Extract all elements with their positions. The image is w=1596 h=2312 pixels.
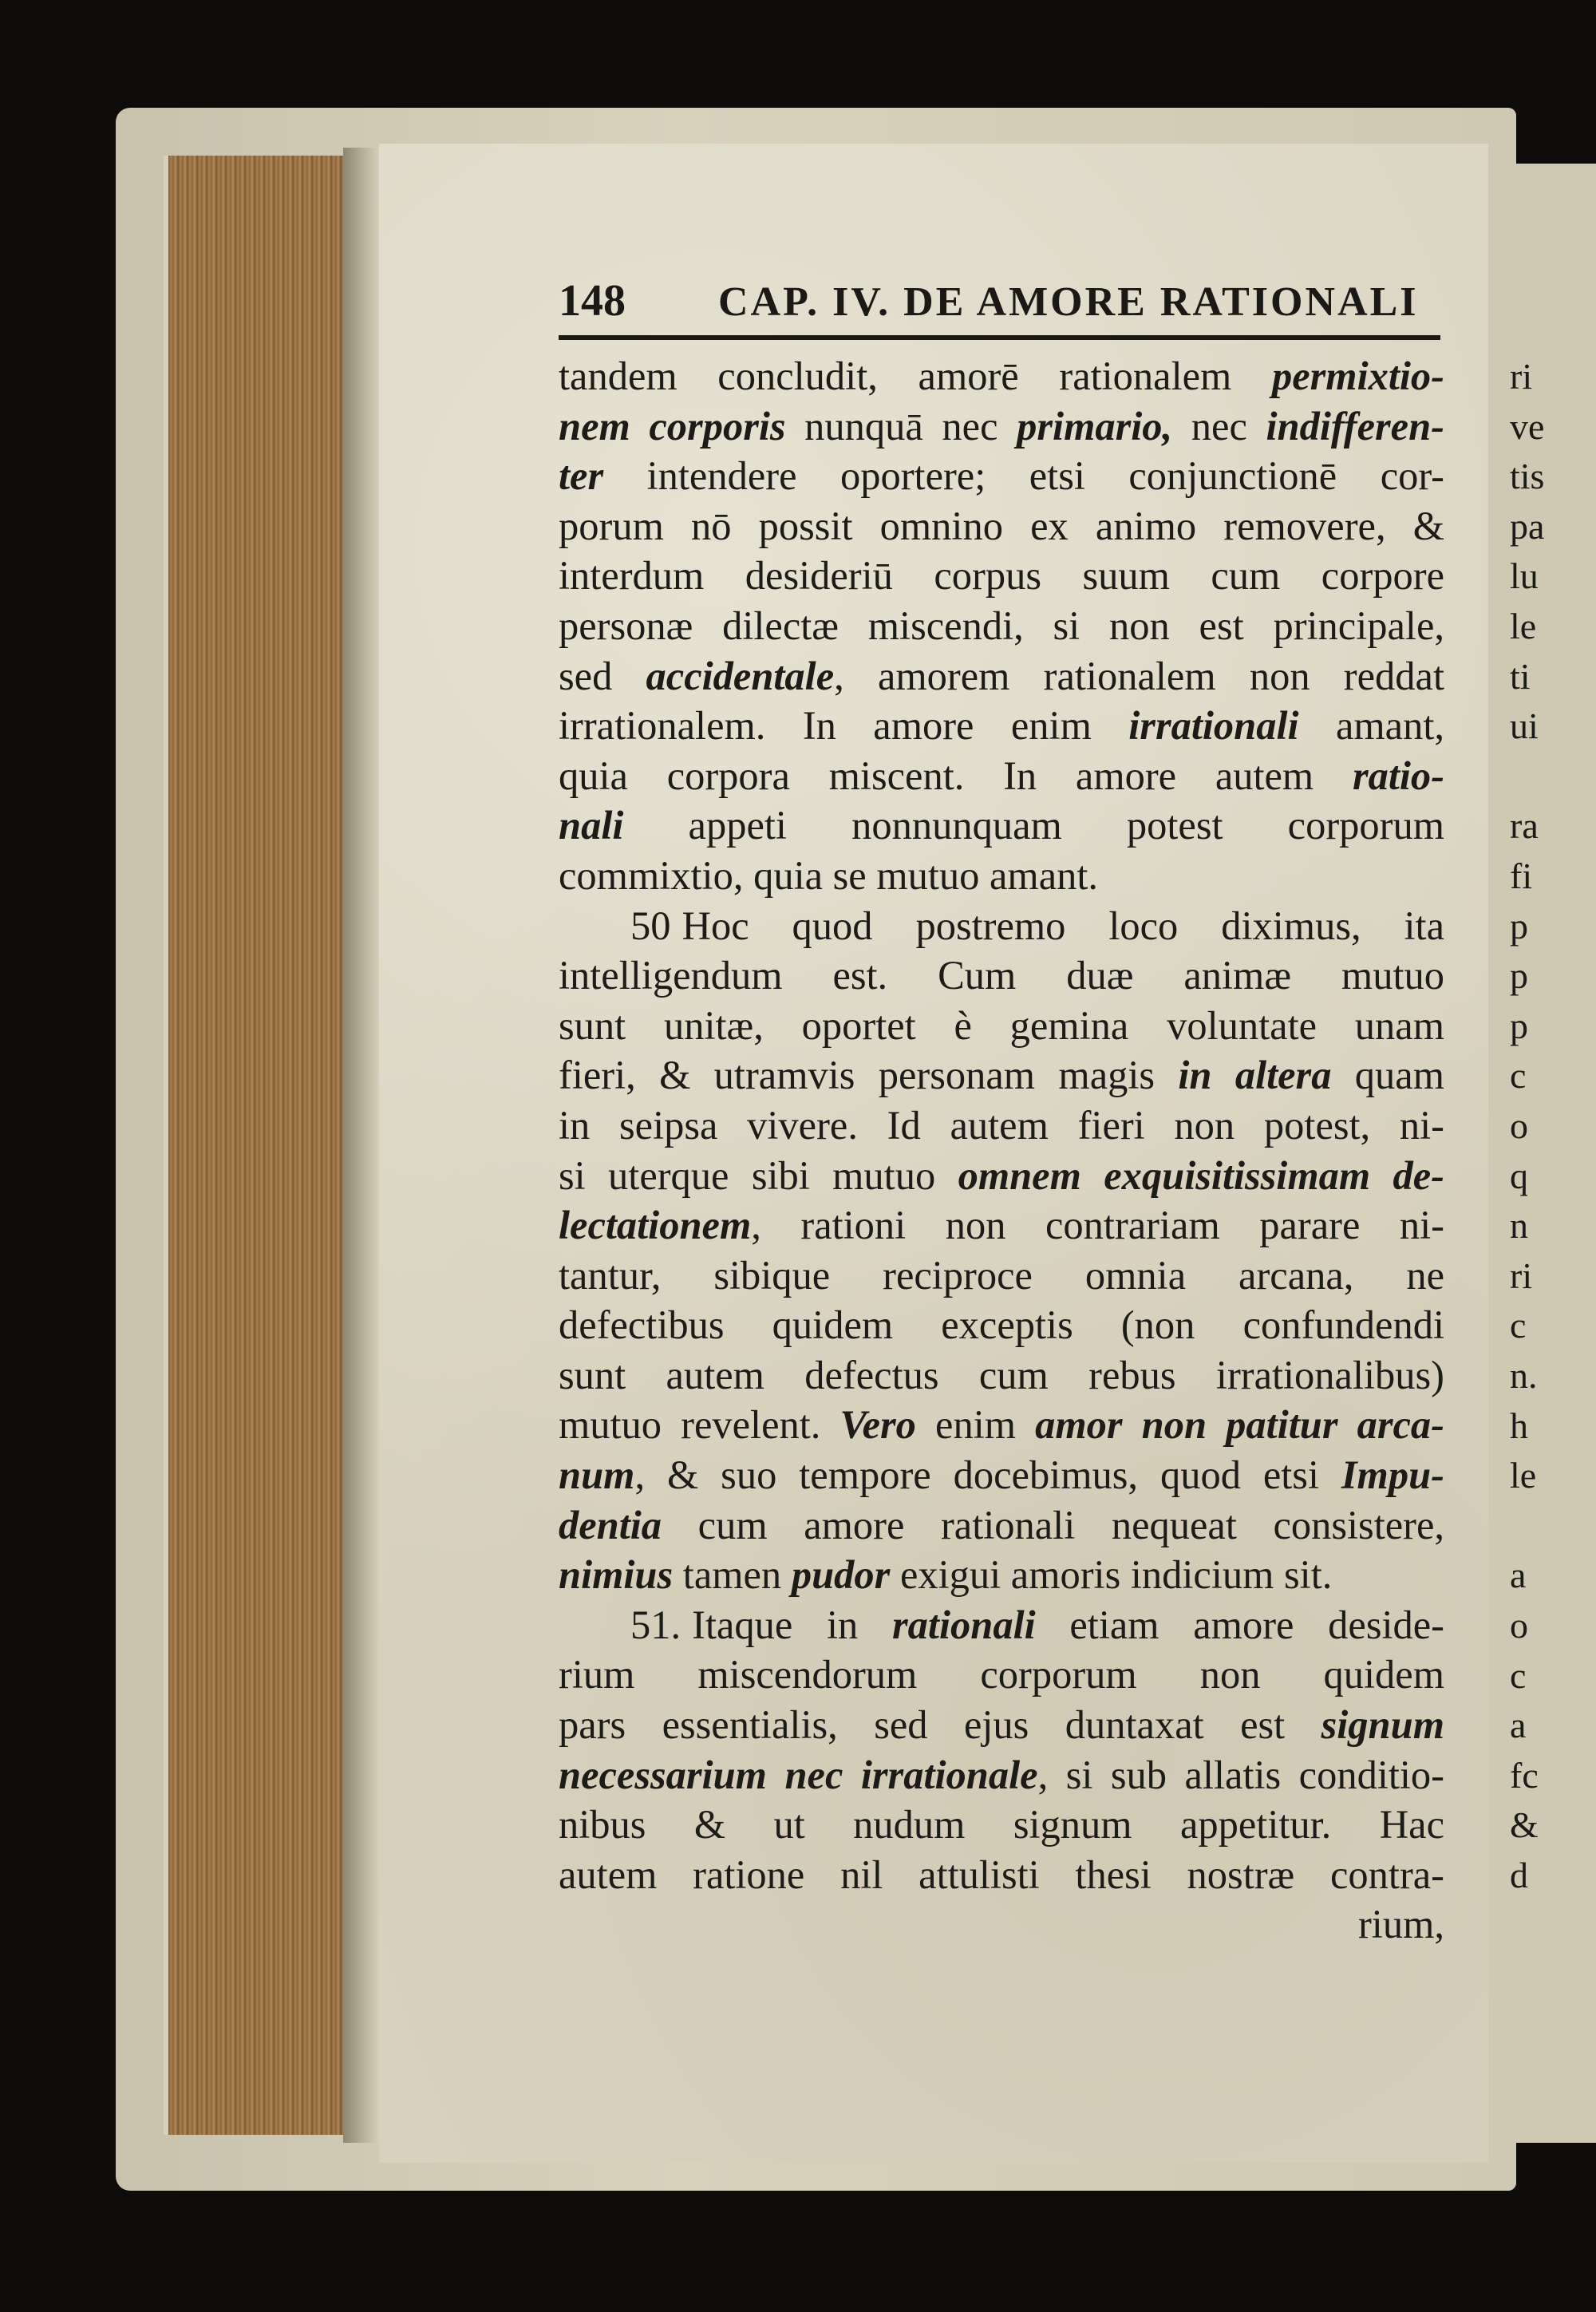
next-page-fragment: h	[1510, 1405, 1528, 1446]
text-line	[559, 1450, 1444, 1500]
next-page-fragment: o	[1510, 1105, 1528, 1146]
text-segment: porum nō possit omnino ex animo removere, &	[559, 503, 1444, 548]
gutter	[343, 148, 379, 2143]
next-page-fragment: &	[1510, 1804, 1539, 1846]
text-segment: si uterque sibi mutuo	[559, 1152, 958, 1198]
text-segment: Hoc quod postremo loco diximus, ita	[681, 903, 1444, 948]
text-segment: nibus & ut nudum signum appetitur. Hac	[559, 1802, 1444, 1848]
text-line	[559, 1001, 1444, 1051]
body-text	[559, 351, 1444, 1950]
text-line	[559, 751, 1444, 801]
text-line	[559, 351, 1444, 401]
italic-text: irrationali	[1128, 703, 1299, 749]
italic-text: permixtio-	[1271, 354, 1444, 398]
text-line	[559, 651, 1444, 702]
text-segment: cum amore rationali nequeat consistere,	[662, 1502, 1444, 1547]
next-page-fragment: n	[1510, 1205, 1528, 1247]
text-segment: rium,	[1357, 1902, 1444, 1947]
paragraph-number: 51.	[630, 1602, 681, 1647]
next-page-fragment: tis	[1510, 456, 1545, 497]
text-segment: , amorem rationalem non reddat	[834, 653, 1444, 698]
text-line	[559, 901, 1444, 951]
italic-text: accidentale	[646, 653, 835, 698]
next-page-fragment: c	[1510, 1654, 1527, 1696]
next-page-fragment: p	[1510, 1005, 1528, 1046]
text-segment: tamen	[673, 1552, 792, 1598]
text-line	[559, 1151, 1444, 1201]
next-page-fragment: ri	[1510, 356, 1533, 397]
text-line	[559, 1200, 1444, 1251]
text-segment: enim	[915, 1402, 1036, 1448]
text-line	[559, 601, 1444, 651]
text-line	[559, 1400, 1444, 1450]
next-page-fragment: p	[1510, 955, 1528, 997]
text-line	[559, 800, 1444, 851]
text-segment: , & suo tempore docebimus, quod etsi	[634, 1452, 1341, 1498]
next-page-fragment: a	[1510, 1555, 1527, 1596]
text-segment: , si sub allatis conditio-	[1037, 1752, 1444, 1797]
text-line	[559, 851, 1444, 901]
italic-text: nem corporis	[559, 403, 786, 449]
text-line	[559, 1800, 1444, 1850]
text-line	[559, 1500, 1444, 1551]
italic-text: indifferen-	[1266, 403, 1444, 449]
text-segment: defectibus quidem exceptis (non confundendi	[559, 1302, 1444, 1348]
text-segment: mutuo revelent.	[559, 1402, 840, 1448]
next-page-fragment: q	[1510, 1155, 1528, 1196]
text-segment: tandem concludit, amorē rationalem	[559, 354, 1272, 398]
text-line	[559, 1101, 1444, 1151]
text-line	[559, 1899, 1444, 1950]
text-segment: autem ratione nil attulisti thesi nostræ contra-	[559, 1852, 1444, 1897]
text-segment: in seipsa vivere. Id autem fieri non potest, ni-	[559, 1102, 1444, 1148]
next-page-fragment: o	[1510, 1605, 1528, 1646]
next-page-fragment: c	[1510, 1305, 1527, 1346]
next-page-fragment: ti	[1510, 655, 1531, 697]
next-page-fragment: pa	[1510, 505, 1545, 547]
text-segment: etiam amore deside-	[1035, 1602, 1444, 1647]
text-segment: intelligendum est. Cum duæ animæ mutuo	[559, 953, 1444, 998]
text-line	[559, 1251, 1444, 1301]
text-segment: quam	[1331, 1053, 1444, 1098]
text-line	[559, 1700, 1444, 1750]
header-rule	[559, 335, 1440, 340]
next-page-fragment: fc	[1510, 1754, 1539, 1796]
italic-text: primario,	[1017, 403, 1173, 449]
next-page-fragment: le	[1510, 606, 1537, 646]
italic-text: dentia	[559, 1502, 662, 1547]
text-segment: interdum desideriū corpus suum cum corpore	[559, 553, 1444, 599]
text-segment: tantur, sibique reciproce omnia arcana, ne	[559, 1252, 1444, 1298]
text-segment: Itaque in	[692, 1602, 893, 1647]
italic-text: nali	[559, 803, 624, 848]
text-segment: , rationi non contrariam parare ni-	[751, 1203, 1444, 1248]
text-line	[559, 451, 1444, 501]
text-line	[559, 1850, 1444, 1900]
text-segment: commixtio, quia se mutuo amant.	[559, 852, 1099, 898]
italic-text: in altera	[1178, 1053, 1332, 1098]
italic-text: rationali	[892, 1602, 1036, 1647]
text-line	[559, 501, 1444, 551]
next-page-fragment: ve	[1510, 405, 1545, 447]
next-page-edge	[1500, 164, 1596, 2143]
text-segment: fieri, & utramvis personam magis	[559, 1053, 1179, 1098]
text-segment: amant,	[1298, 703, 1444, 749]
next-page-fragment: n.	[1510, 1355, 1538, 1396]
italic-text: ratio-	[1352, 753, 1444, 798]
next-page-fragment: c	[1510, 1055, 1527, 1097]
running-head: CAP. IV. DE AMORE RATIONALI	[718, 279, 1419, 325]
italic-text: signum	[1321, 1702, 1444, 1748]
next-page-fragment: p	[1510, 905, 1528, 947]
next-page-fragment: d	[1510, 1855, 1528, 1895]
fore-edge	[164, 156, 348, 2135]
next-page-fragment: ra	[1510, 805, 1539, 847]
text-line	[559, 1050, 1444, 1101]
text-segment: sunt unitæ, oportet è gemina voluntate unam	[559, 1002, 1444, 1048]
text-line	[559, 1600, 1444, 1650]
italic-text: num	[559, 1452, 635, 1498]
text-line	[559, 701, 1444, 751]
next-page-fragment: le	[1510, 1455, 1537, 1496]
text-segment: nunquā nec	[785, 403, 1017, 449]
text-line	[559, 1750, 1444, 1800]
italic-text: Vero	[839, 1402, 916, 1448]
text-segment: personæ dilectæ miscendi, si non est principale,	[559, 603, 1444, 648]
italic-text: necessarium nec irrationale	[559, 1752, 1038, 1797]
italic-text: Impu-	[1341, 1452, 1444, 1498]
text-segment: sed	[559, 653, 646, 698]
text-segment: sunt autem defectus cum rebus irrationalibus)	[559, 1352, 1444, 1397]
page-header	[559, 275, 1452, 331]
next-page-fragment: ri	[1510, 1255, 1533, 1296]
italic-text: nimius	[559, 1552, 674, 1598]
page-number: 148	[559, 276, 626, 326]
text-segment: appeti nonnunquam potest corporum	[623, 803, 1444, 848]
text-segment: rium miscendorum corporum non quidem	[559, 1652, 1444, 1697]
text-line	[559, 1650, 1444, 1700]
italic-text: amor non patitur arca-	[1035, 1402, 1444, 1448]
text-segment: nec	[1172, 403, 1266, 449]
italic-text: lectationem	[559, 1203, 752, 1248]
text-line	[559, 1550, 1444, 1600]
italic-text: ter	[559, 453, 604, 499]
text-segment: irrationalem. In amore enim	[559, 703, 1129, 749]
italic-text: omnem exquisitissimam de-	[958, 1152, 1444, 1198]
text-line	[559, 401, 1444, 452]
text-segment: pars essentialis, sed ejus duntaxat est	[559, 1702, 1321, 1748]
text-segment: exigui amoris indicium sit.	[890, 1552, 1333, 1598]
text-line	[559, 551, 1444, 601]
italic-text: pudor	[791, 1552, 891, 1598]
text-line	[559, 1350, 1444, 1401]
next-page-fragment: a	[1510, 1705, 1527, 1746]
text-line	[559, 1300, 1444, 1350]
next-page-fragment: fi	[1510, 856, 1533, 896]
next-page-fragment: lu	[1510, 555, 1539, 597]
paragraph-number: 50	[630, 903, 671, 948]
text-line	[559, 950, 1444, 1001]
text-segment: quia corpora miscent. In amore autem	[559, 753, 1353, 798]
next-page-fragment: ui	[1510, 705, 1539, 747]
text-segment: intendere oportere; etsi conjunctionē cor-	[603, 453, 1444, 499]
